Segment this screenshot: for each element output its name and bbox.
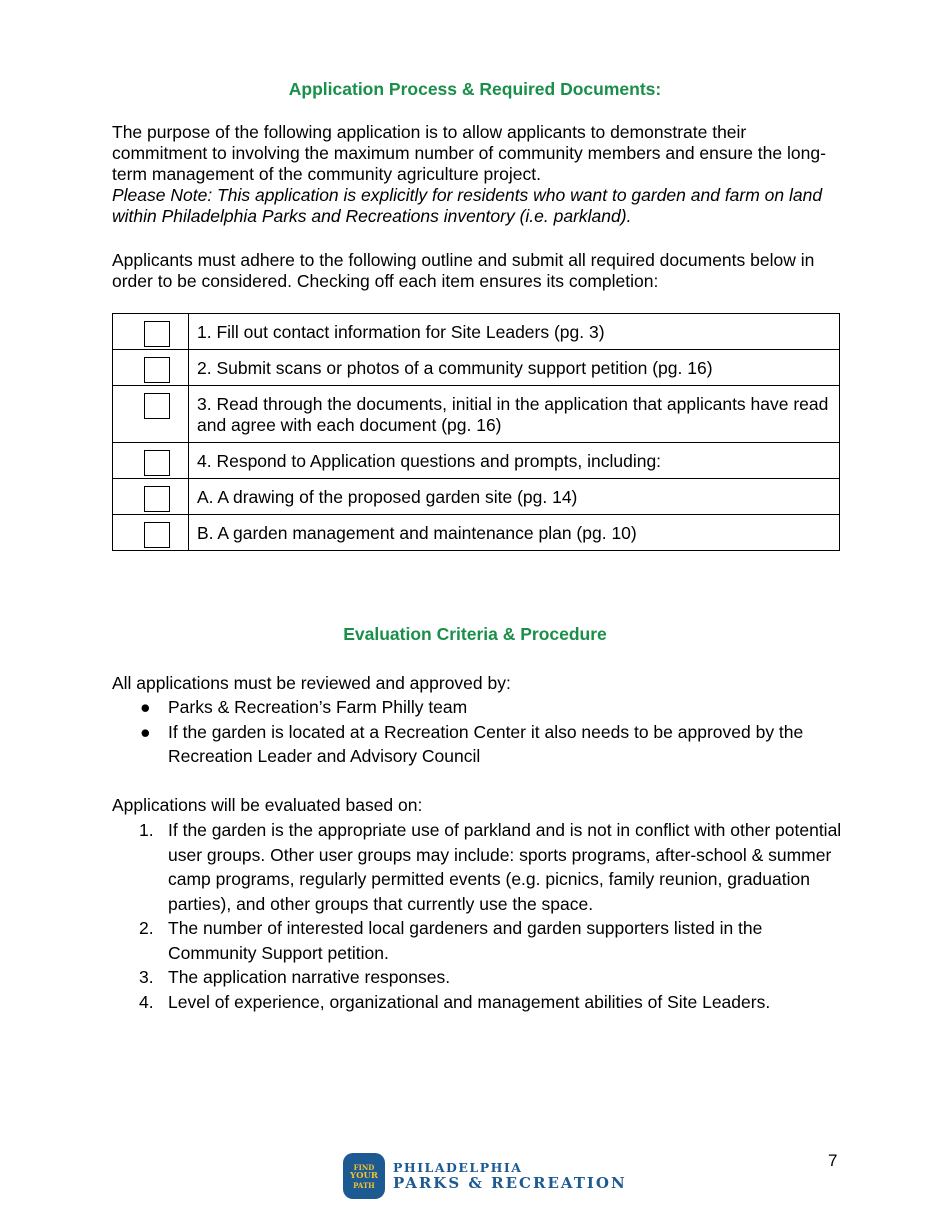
bullet-icon: ● <box>140 721 151 742</box>
logo-wordmark: PHILADELPHIA PARKS & RECREATION <box>393 1160 627 1192</box>
checklist-item-text: 1. Fill out contact information for Site Leaders (pg. 3) <box>189 314 840 350</box>
section-heading-evaluation: Evaluation Criteria & Procedure <box>343 624 607 644</box>
checklist-item-text: B. A garden management and maintenance plan (pg. 10) <box>189 515 840 551</box>
approvers-list <box>112 695 842 769</box>
list-item: 1. If the garden is the appropriate use of parkland and is not in conflict with other potential user groups. Other user groups may include: sports programs, after-school & summer camp programs, regularly permitted events (e.g. picnics, family reunion, graduation parties), and other groups that currently use the space. <box>139 820 842 914</box>
required-documents-checklist <box>112 313 840 551</box>
checklist-row <box>113 515 840 551</box>
section-heading-application: Application Process & Required Documents: <box>288 79 662 99</box>
list-item: ● Parks & Recreation’s Farm Philly team <box>112 695 842 720</box>
instructions-paragraph: Applicants must adhere to the following outline and submit all required documents below in order to be considered. Checking off each item ensures its completion: <box>112 250 815 291</box>
checklist-item-text: 2. Submit scans or photos of a community support petition (pg. 16) <box>189 350 840 386</box>
list-item: 2. The number of interested local gardeners and garden supporters listed in the Community Support petition. <box>139 918 763 963</box>
checklist-row <box>113 479 840 515</box>
list-item: ● If the garden is located at a Recreation Center it also needs to be approved by the Recreation Leader and Advisory Council <box>140 721 804 766</box>
checkbox-garden-drawing[interactable] <box>144 486 170 512</box>
evaluation-intro: Applications will be evaluated based on: <box>112 795 423 815</box>
checklist-row <box>113 350 840 386</box>
checklist-item-text: 3. Read through the documents, initial in the application that applicants have read and agree with each document (pg. 16) <box>189 386 840 443</box>
intro-paragraph: The purpose of the following application is to allow applicants to demonstrate their commitment to involving the maximum number of community members and ensure the long-term management of the community agriculture project. <box>112 122 826 184</box>
bullet-icon: ● <box>140 697 151 717</box>
checkbox-application-questions[interactable] <box>144 450 170 476</box>
checklist-row <box>113 386 840 443</box>
checkbox-management-plan[interactable] <box>144 522 170 548</box>
checklist-item-text: A. A drawing of the proposed garden site (pg. 14) <box>189 479 840 515</box>
note-paragraph: Please Note: This application is explicitly for residents who want to garden and farm on land within Philadelphia Parks and Recreations inventory (i.e. parkland). <box>112 185 823 226</box>
intro-block <box>112 122 842 227</box>
checkbox-contact-info[interactable] <box>144 321 170 347</box>
list-item: 3. The application narrative responses. <box>139 967 451 987</box>
find-your-path-badge-icon: FIND YOUR PATH <box>343 1153 385 1199</box>
approval-intro: All applications must be reviewed and approved by: <box>112 673 511 693</box>
checkbox-petition[interactable] <box>144 357 170 383</box>
criteria-list <box>112 818 842 1014</box>
parks-recreation-logo <box>343 1153 627 1199</box>
checkbox-read-documents[interactable] <box>144 393 170 419</box>
checklist-row <box>113 443 840 479</box>
page-number: 7 <box>828 1151 838 1170</box>
checklist-item-text: 4. Respond to Application questions and prompts, including: <box>189 443 840 479</box>
checklist-row <box>113 314 840 350</box>
list-item: 4. Level of experience, organizational and management abilities of Site Leaders. <box>139 991 771 1012</box>
